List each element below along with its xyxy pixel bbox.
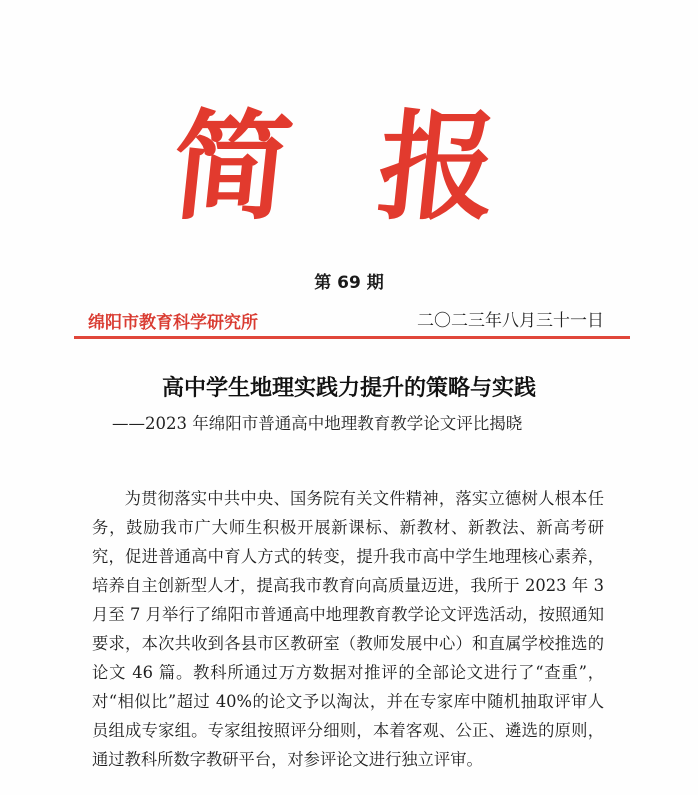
issue-date: 二〇二三年八月三十一日 [417, 311, 604, 331]
article-title: 高中学生地理实践力提升的策略与实践 [161, 376, 536, 401]
article-paragraph: 为贯彻落实中共中央、国务院有关文件精神，落实立德树人根本任务，鼓励我市广大师生积极开展新课标、新教材、新教法、新高考研究，促进普通高中育人方式的转变，提升我市高中学生地理核心素养，培养自主创新型人才，提高我市教育向高质量迈进，我所于 2023 年 3 月至 7 月举行了绵阳市普通高中地理教育教学论文评选活动，按照通知要求，本次共收到各县市区教研室（教师发展中心）和直属学校推选的论文 46 篇。教科所通过万方数据对推评的全部论文进行了“查重”，对“相似比”超过 40%的论文予以淘汰，并在专家库中随机抽取评审人员组成专家组。专家组按照评分细则，本着客观、公正、遴选的原则，通过教科所数字教研平台，对参评论文进行独立评审。 [92, 489, 604, 769]
issue-number: 第 69 期 [314, 273, 384, 293]
header-divider-line [74, 336, 630, 339]
issuer-name: 绵阳市教育科学研究所 [88, 313, 258, 333]
masthead-title: 简报 [165, 97, 593, 236]
article-subtitle: ——2023 年绵阳市普通高中地理教育教学论文评比揭晓 [112, 414, 523, 433]
